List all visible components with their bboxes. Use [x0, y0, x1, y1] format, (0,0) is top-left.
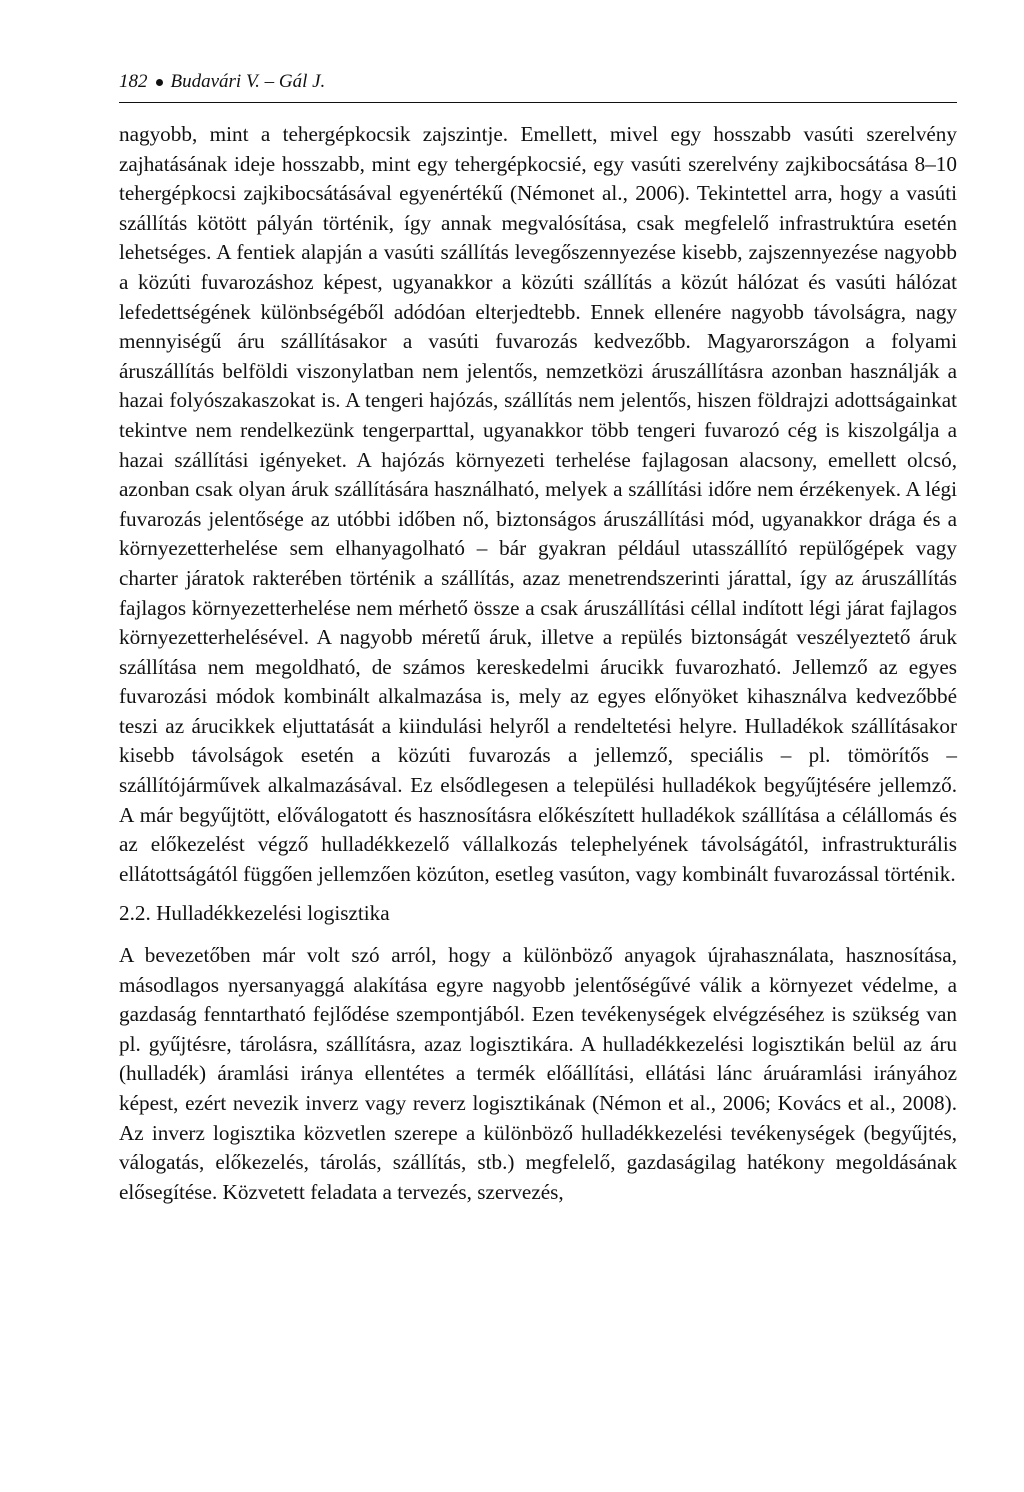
paragraph-2: A bevezetőben már volt szó arról, hogy a különböző anyagok újrahasználata, hasznosítása, másodlagos nyersanyaggá alakítása egyre nagyobb jelentőségűvé válik a környezet védelme, a gazdaság fenntartható fejlődése szempontjából. Ezen tevékenységek elvégzéséhez is szükség van pl. gyűjtésre, tárolásra, szállításra, azaz logisztikára. A hulladékkezelési logisztikán belül az áru (hulladék) áramlási iránya ellentétes a termék előállítási, ellátási lánc áruáramlási irányához képest, ezért nevezik inverz vagy reverz logisztikának (Némon et al., 2006; Kovács et al., 2008). Az inverz logisztika közvetlen szerepe a különböző hulladékkezelési tevékenységek (begyűjtés, válogatás, előkezelés, tárolás, szállítás, stb.) megfelelő, gazdaságilag hatékony megoldásának elősegítése. Közvetett feladata a tervezés, szervezés,	[119, 943, 957, 1204]
section-heading: 2.2. Hulladékkezelési logisztika	[119, 901, 390, 926]
paragraph-1: nagyobb, mint a tehergépkocsik zajszintje. Emellett, mivel egy hosszabb vasúti szerelvény zajhatásának ideje hosszabb, mint egy tehergépkocsié, egy vasúti szerelvény zajkibocsátása 8–10 tehergépkocsi zajkibocsátásával egyenértékű (Némonet al., 2006). Tekintettel arra, hogy a vasúti szállítás kötött pályán történik, így annak megvalósítása, csak megfelelő infrastruktúra esetén lehetséges. A fentiek alapján a vasúti szállítás levegőszennyezése kisebb, zajszennyezése nagyobb a közúti fuvarozáshoz képest, ugyanakkor a közúti szállítás a közút hálózat és vasúti hálózat lefedettségének különbségéből adódóan elterjedtebb. Ennek ellenére nagyobb távolságra, nagy mennyiségű áru szállításakor a vasúti fuvarozás kedvezőbb. Magyarországon a folyami áruszállítás belföldi viszonylatban nem jelentős, nemzetközi áruszállításra azonban használják a hazai folyószakaszokat is. A tengeri hajózás, szállítás nem jelentős, hiszen földrajzi adottságainkat tekintve nem rendelkezünk tengerparttal, ugyanakkor több tengeri fuvarozó cég is kiszolgálja a hazai szállítási igényeket. A hajózás környezeti terhelése fajlagosan alacsony, emellett olcsó, azonban csak olyan áruk szállítására használható, melyek a szállítási időre nem érzékenyek. A légi fuvarozás jelentősége az utóbbi időben nő, biztonságos áruszállítási mód, ugyanakkor drága és a környezetterhelése sem elhanyagolható – bár gyakran például utasszállító repülőgépek vagy charter járatok rakterében történik a szállítás, azaz menetrendszerinti járattal, így az áruszállítás fajlagos környezetterhelése nem mérhető össze a csak áruszállítási céllal indított légi járat fajlagos környezetterhelésével. A nagyobb méretű áruk, illetve a repülés biztonságát veszélyeztető áruk szállítása nem megoldható, de számos kereskedelmi árucikk fuvarozható. Jellemző az egyes fuvarozási módok kombinált alkalmazása is, mely az egyes előnyöket kihasználva kedvezőbbé teszi az árucikkek eljuttatását a kiindulási helyről a rendeltetési helyre. Hulladékok szállításakor kisebb távolságok esetén a közúti fuvarozás a jellemző, speciális – pl. tömörítős – szállítójárművek alkalmazásával. Ez elsődlegesen a települési hulladékok begyűjtésére jellemző. A már begyűjtött, előválogatott és hasznosításra előkészített hulladékok szállítása a célállomás és az előkezelést végző hulladékkezelő vállalkozás telephelyének távolságától, infrastrukturális ellátottságától függően jellemzően közúton, esetleg vasúton, vagy kombinált fuvarozással történik.	[119, 122, 957, 886]
header-rule	[119, 102, 957, 103]
running-head	[119, 70, 957, 94]
book-page	[119, 70, 957, 1207]
bullet-icon	[156, 79, 163, 86]
page-number: 182	[119, 71, 148, 92]
body-text	[119, 120, 957, 1207]
running-head-authors: Budavári V. – Gál J.	[170, 71, 326, 92]
